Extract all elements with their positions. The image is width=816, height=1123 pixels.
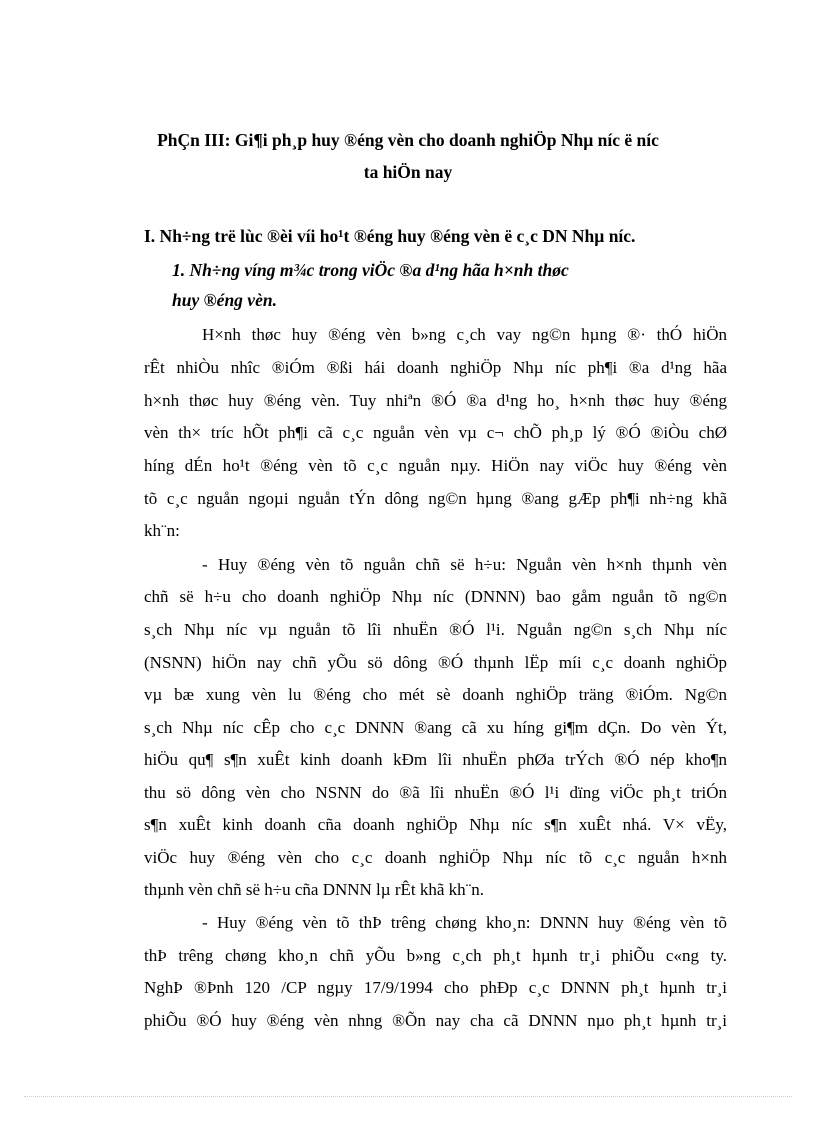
body-line: vµ bæ xung vèn lu ®éng cho mét sè doanh nghiÖp träng ®iÓm. Ng©n <box>144 685 727 704</box>
body-line: s¸ch Nhµ níc cÊp cho c¸c DNNN ®ang cã xu híng gi¶m dÇn. Do vèn Ýt, <box>144 718 727 737</box>
body-line: thµnh vèn chñ së h÷u cña DNNN lµ rÊt khã kh¨n. <box>144 880 485 899</box>
body-line: tõ c¸c nguån ngoµi nguån tÝn dông ng©n hµng ®ang gÆp ph¶i nh÷ng khã <box>144 489 727 508</box>
body-line: h×nh thøc huy ®éng vèn. Tuy nhiªn ®Ó ®a d¹ng ho¸ h×nh thøc huy ®éng <box>144 391 727 410</box>
body-line: phiÕu ®Ó huy ®éng vèn nhng ®Õn nay cha cã DNNN nµo ph¸t hµnh tr¸i <box>144 1011 727 1030</box>
body-line: thu sö dông vèn cho NSNN do ®ã lîi nhuËn ®Ó l¹i dïng viÖc ph¸t triÓn <box>144 783 727 802</box>
body-line: H×nh thøc huy ®éng vèn b»ng c¸ch vay ng©n hµng ®· thÓ hiÖn <box>202 325 727 344</box>
subheading-line-2: huy ®éng vèn. <box>172 290 277 310</box>
body-line: thÞ trêng chøng kho¸n chñ yÕu b»ng c¸ch ph¸t hµnh tr¸i phiÕu c«ng ty. <box>144 946 727 965</box>
body-line: s¶n xuÊt kinh doanh cña doanh nghiÖp Nhµ níc s¶n xuÊt nhá. V× vËy, <box>144 815 727 834</box>
body-line: NghÞ ®Þnh 120 /CP ngµy 17/9/1994 cho phÐp c¸c DNNN ph¸t hµnh tr¸i <box>144 978 727 997</box>
body-line: viÖc huy ®éng vèn cho c¸c doanh nghiÖp Nhµ níc tõ c¸c nguån h×nh <box>144 848 727 867</box>
body-line: (NSNN) hiÖn nay chñ yÕu sö dông ®Ó thµnh lËp míi c¸c doanh nghiÖp <box>144 653 727 672</box>
body-line: kh¨n: <box>144 521 180 540</box>
body-line: chñ së h÷u cho doanh nghiÖp Nhµ níc (DNNN) bao gåm nguån tõ ng©n <box>144 587 727 606</box>
body-line: - Huy ®éng vèn tõ nguån chñ së h÷u: Nguån vèn h×nh thµnh vèn <box>202 555 727 574</box>
body-line: hiÖu qu¶ s¶n xuÊt kinh doanh kÐm lîi nhuËn phØa trÝch ®Ó nép kho¶n <box>144 750 727 769</box>
subheading-line-1: 1. Nh÷ng víng m¾c trong viÖc ®a d¹ng hãa h×nh thøc <box>172 260 569 280</box>
body-line: s¸ch Nhµ níc vµ nguån tõ lîi nhuËn ®Ó l¹i. Nguån ng©n s¸ch Nhµ níc <box>144 620 727 639</box>
chapter-title <box>120 124 696 188</box>
body-line: vèn th× tríc hÕt ph¶i cã c¸c nguån vèn vµ c¬ chÕ ph¸p lý ®Ó ®iÒu chØ <box>144 423 727 442</box>
body-line: - Huy ®éng vèn tõ thÞ trêng chøng kho¸n: DNNN huy ®éng vèn tõ <box>202 913 727 932</box>
page-bottom-rule <box>24 1096 792 1097</box>
body-line: rÊt nhiÒu nhîc ®iÓm ®ßi hái doanh nghiÖp Nhµ níc ph¶i ®a d¹ng hãa <box>144 358 727 377</box>
chapter-title-line-1: PhÇn III: Gi¶i ph¸p huy ®éng vèn cho doanh nghiÖp Nhµ níc ë níc <box>157 130 659 150</box>
section-heading: I. Nh÷ng trë lùc ®èi víi ho¹t ®éng huy ®éng vèn ë c¸c DN Nhµ níc. <box>144 226 636 246</box>
body-line: híng dÉn ho¹t ®éng vèn tõ c¸c nguån nµy. HiÖn nay viÖc huy ®éng vèn <box>144 456 727 475</box>
chapter-title-line-2: ta hiÖn nay <box>363 162 453 182</box>
